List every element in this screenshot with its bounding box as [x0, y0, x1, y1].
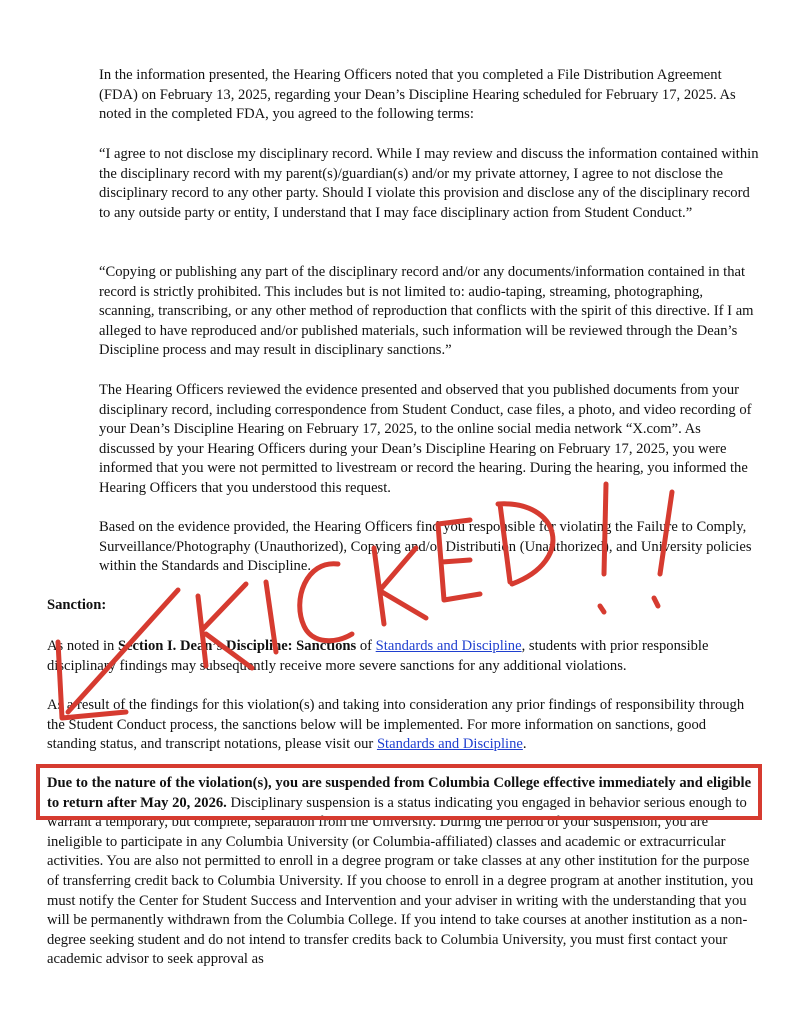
paragraph-sanctions-implemented: [47, 696, 759, 755]
standards-discipline-link[interactable]: Standards and Discipline: [375, 638, 522, 654]
paragraph-fda-summary: In the information presented, the Hearing Officers noted that you completed a File Distribution Agreement (FDA) on February 13, 2025, regarding your Dean’s Discipline Hearing scheduled for February 17, 2025. As noted in the completed FDA, you agreed to the following terms:: [99, 67, 736, 123]
paragraph-quote-copying: “Copying or publishing any part of the disciplinary record and/or any documents/information contained in that record is strictly prohibited. This includes but is not limited to: audio-taping, streaming, photographing, scanning, transcribing, or any other method of reproduction that conflicts with the spirit of this directive. If I am alleged to have reproduced and/or published materials, such information will be reviewed through the Dean’s Discipline process and may result in disciplinary sanctions.”: [99, 264, 754, 359]
standards-discipline-link-2[interactable]: Standards and Discipline: [376, 736, 523, 753]
paragraph-evidence-review: The Hearing Officers reviewed the evidence presented and observed that you published documents from your disciplinary record, including correspondence from Student Conduct, case files, a photo, and video recording of your Dean’s Discipline Hearing on February 17, 2025, to the online social media network “X.com”. As discussed by your Hearing Officers during your Dean’s Discipline Hearing on February 17, 2025, you were informed that you were not permitted to livestream or record the hearing. During the hearing, you informed the Hearing Officers that you understood this request.: [99, 382, 752, 496]
suspension-details: Disciplinary suspension is a status indicating you engaged in behavior serious enough to warrant a temporary, but complete, separation from the University. During the period of your suspension, you are ineligible to participate in any Columbia University (or Columbia-affiliated) classes and academic or extracurricular activities. You are also not permitted to enroll in a degree program or take classes at any other institution for the purpose of transferring credit back to Columbia University. If you choose to enroll in a degree program at another institution, you must notify the Center for Student Success and Intervention and your adviser in writing with the understanding that you will be permanently withdrawn from the Columbia College. If you intend to take courses at another institution as a non-degree seeking student and do not intend to transfer credits back to Columbia University, you must first contact your academic advisor to seek approval as: [47, 794, 754, 968]
p7-text-b: .: [522, 736, 527, 753]
p6-section-ref: Section I. Dean’s Discipline: Sanctions: [117, 638, 357, 654]
paragraph-quote-disclosure: “I agree to not disclose my disciplinary record. While I may review and discuss the information contained within the disciplinary record with my parent(s)/guardian(s) and/or my private attorney, I agree to not disclose the disciplinary record to any other party. Should I violate this provision and disclose any of the disciplinary record to any outside party or entity, I understand that I may face disciplinary action from Student Conduct.”: [99, 146, 759, 221]
p6-text-c: , students with prior responsible disciplinary findings may subsequently receive more severe sanctions for any additional violations.: [47, 638, 709, 674]
paragraph-finding: Based on the evidence provided, the Hearing Officers find you responsible for violating the Failure to Comply, Surveillance/Photography (Unauthorized), Copying and/or Distribution (Unauthorized), and University policies within the Standards and Discipline.: [99, 519, 752, 575]
p6-text-b: of: [356, 638, 376, 654]
p6-text-a: As noted in: [47, 638, 118, 654]
sanction-heading: Sanction:: [47, 597, 107, 613]
red-highlight-box: [36, 764, 762, 820]
suspension-statement: Due to the nature of the violation(s), you are suspended from Columbia College effective immediately and eligible to return after May 20, 2026.: [47, 775, 752, 811]
p7-text-a: As a result of the findings for this violation(s) and taking into consideration any prior findings of responsibility through the Student Conduct process, the sanctions below will be implemented. For more information on sanctions, good standing status, and transcript notations, please visit our: [47, 697, 745, 753]
paragraph-prior-findings: [47, 637, 759, 676]
